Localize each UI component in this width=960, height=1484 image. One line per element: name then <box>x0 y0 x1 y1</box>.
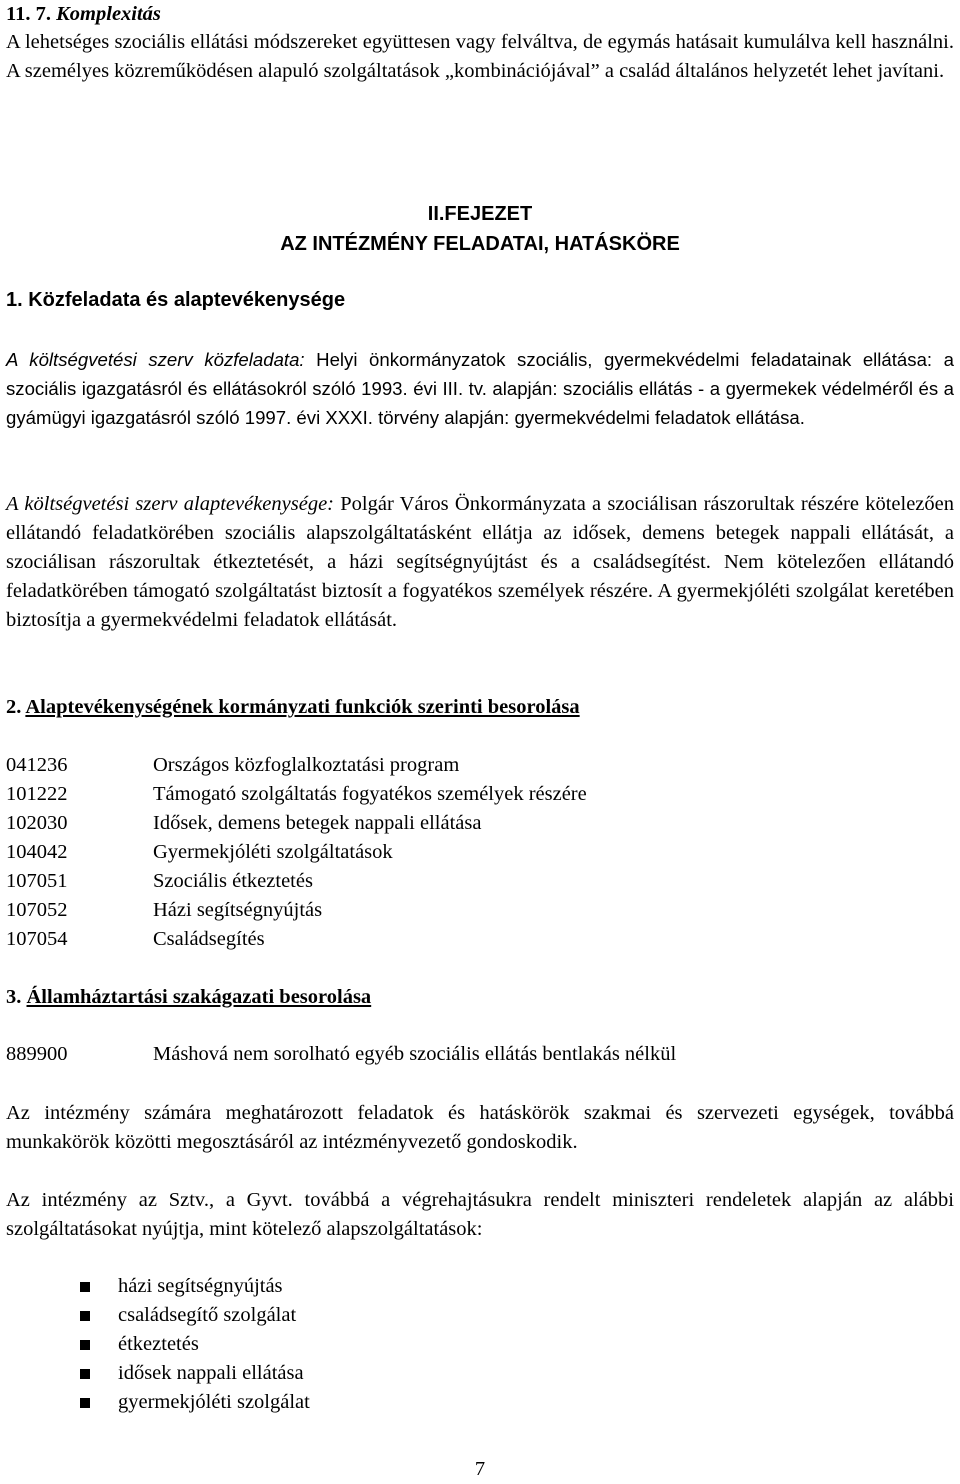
sector-code: 889900 <box>6 1043 68 1065</box>
list-item-text: gyermekjóléti szolgálat <box>118 1391 310 1413</box>
table-row <box>6 925 954 954</box>
function-code: 107051 <box>6 870 68 892</box>
kozfeladat-paragraph <box>6 345 954 432</box>
table-row <box>6 809 954 838</box>
alaptevekenyseg-text: Polgár Város Önkormányzata a szociálisan rászorultak részére kötelezően ellátandó feladatkörében szociális alapszolgáltatásként ellátja az idősek, demens betegek nappali ellátását, a szociálisan rászorultak étkeztetését, a házi segítségnyújtást és a családsegítést. Nem kötelezően ellátandó feladatkörében támogató szolgáltatást biztosít a fogyatékos személyek részére. A gyermekjóléti szolgálat keretében biztosítja a gyermekvédelmi feladatok ellátását. <box>6 493 954 631</box>
sector-description: Máshová nem sorolható egyéb szociális ellátás bentlakás nélkül <box>153 1043 677 1065</box>
function-description: Idősek, demens betegek nappali ellátása <box>153 812 482 834</box>
alaptevekenyseg-label: A költségvetési szerv alaptevékenysége: <box>6 493 335 515</box>
chapter-title: AZ INTÉZMÉNY FELADATAI, HATÁSKÖRE <box>280 233 680 255</box>
section-2-heading <box>6 693 954 722</box>
section-2-title: Alaptevékenységének kormányzati funkciók szerinti besorolása <box>25 696 580 718</box>
table-row <box>6 896 954 925</box>
square-bullet-icon <box>80 1282 90 1292</box>
units-paragraph: Az intézmény számára meghatározott feladatok és hatáskörök szakmai és szervezeti egységek, továbbá munkakörök közötti megosztásáról az intézményvezető gondoskodik. <box>6 1102 954 1153</box>
table-row <box>6 867 954 896</box>
square-bullet-icon <box>80 1311 90 1321</box>
list-item-text: étkeztetés <box>118 1333 199 1355</box>
services-paragraph: Az intézmény az Sztv., a Gyvt. továbbá a végrehajtásukra rendelt miniszteri rendeletek alapján az alábbi szolgáltatásokat nyújtja, mint kötelező alapszolgáltatások: <box>6 1189 954 1240</box>
alaptevekenyseg-paragraph <box>6 490 954 635</box>
function-code: 107052 <box>6 899 68 921</box>
section-heading-title: Komplexitás <box>56 3 161 25</box>
table-row <box>6 838 954 867</box>
function-code: 101222 <box>6 783 68 805</box>
function-description: Támogató szolgáltatás fogyatékos személyek részére <box>153 783 587 805</box>
function-code: 102030 <box>6 812 68 834</box>
function-code: 107054 <box>6 928 68 950</box>
page-number: 7 <box>474 1458 486 1480</box>
section-heading-number: 11. 7. <box>6 3 51 25</box>
kozfeladat-text: Helyi önkormányzatok szociális, gyermekvédelmi feladatainak ellátása: a szociális igazgatásról és ellátásokról szóló 1993. évi III. tv. alapján: szociális ellátás - a gyermekek védelméről és a gyámügyi igazgatásról szóló 1997. évi XXXI. törvény alapján: gyermekvédelmi feladatok ellátása. <box>6 349 954 428</box>
table-row <box>6 751 954 780</box>
function-description: Országos közfoglalkoztatási program <box>153 754 460 776</box>
function-description: Szociális étkeztetés <box>153 870 313 892</box>
list-item-text: házi segítségnyújtás <box>118 1275 283 1297</box>
section-heading-komplexitas <box>6 0 954 29</box>
table-row <box>6 780 954 809</box>
chapter-number: II.FEJEZET <box>427 203 533 225</box>
function-code: 104042 <box>6 841 68 863</box>
list-item-text: családsegítő szolgálat <box>118 1304 297 1326</box>
sector-code-row <box>6 1040 954 1069</box>
function-description: Családsegítés <box>153 928 265 950</box>
list-item-text: idősek nappali ellátása <box>118 1362 304 1384</box>
section-1-heading: 1. Közfeladata és alaptevékenysége <box>6 289 346 311</box>
section-2-number: 2. <box>6 696 22 718</box>
square-bullet-icon <box>80 1369 90 1379</box>
square-bullet-icon <box>80 1398 90 1408</box>
function-description: Gyermekjóléti szolgáltatások <box>153 841 393 863</box>
square-bullet-icon <box>80 1340 90 1350</box>
kozfeladat-label: A költségvetési szerv közfeladata: <box>6 349 305 370</box>
section-3-title: Államháztartási szakágazati besorolása <box>26 986 372 1008</box>
function-code: 041236 <box>6 754 68 776</box>
komplexitas-paragraph: A lehetséges szociális ellátási módszereket együttesen vagy felváltva, de egymás hatásait kumulálva kell használni. A személyes közreműködésen alapuló szolgáltatások „kombinációjával” a család általános helyzetét lehet javítani. <box>6 31 954 82</box>
function-description: Házi segítségnyújtás <box>153 899 323 921</box>
section-3-heading <box>6 983 954 1012</box>
section-3-number: 3. <box>6 986 22 1008</box>
